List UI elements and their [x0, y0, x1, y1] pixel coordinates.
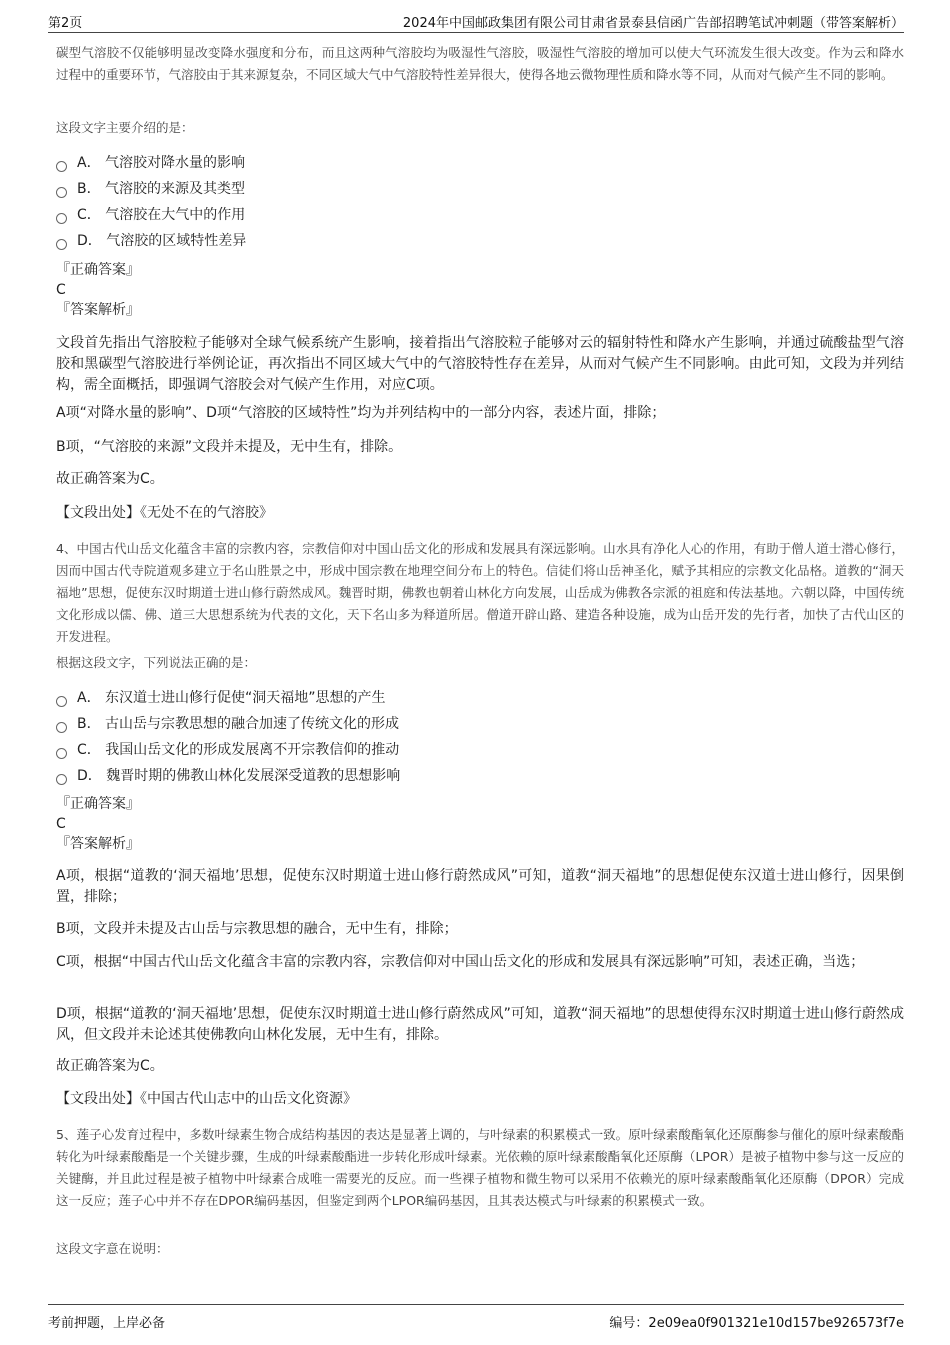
answer-value: C: [56, 282, 66, 298]
document-code: 编号：2e09ea0f901321e10d157be926573f7e: [609, 1316, 904, 1331]
radio-icon[interactable]: [56, 696, 67, 707]
q4-option-b[interactable]: B． 古山岳与宗教思想的融合加速了传统文化的形成: [56, 711, 904, 737]
page-number: 第2页: [48, 16, 83, 31]
q3-option-c[interactable]: C． 气溶胶在大气中的作用: [56, 202, 904, 228]
q3-analysis-3: B项，“气溶胶的来源”文段并未提及，无中生有，排除。: [56, 439, 403, 455]
q3-options: [56, 150, 904, 254]
q4-option-c[interactable]: C． 我国山岳文化的形成发展离不开宗教信仰的推动: [56, 737, 904, 763]
q4-option-a[interactable]: A． 东汉道士进山修行促使“洞天福地”思想的产生: [56, 685, 904, 711]
q5-prompt: 这段文字意在说明：: [56, 1241, 169, 1256]
q3-option-b[interactable]: B． 气溶胶的来源及其类型: [56, 176, 904, 202]
document-title: 2024年中国邮政集团有限公司甘肃省景泰县信函广告部招聘笔试冲刺题（带答案解析）: [402, 16, 904, 31]
q4-option-d[interactable]: D． 魏晋时期的佛教山林化发展深受道教的思想影响: [56, 763, 904, 789]
radio-icon[interactable]: [56, 213, 67, 224]
radio-icon[interactable]: [56, 161, 67, 172]
q4-analysis-2: B项，文段并未提及古山岳与宗教思想的融合，无中生有，排除；: [56, 921, 458, 937]
q4-source: 【文段出处】《中国古代山志中的山岳文化资源》: [56, 1091, 357, 1107]
q3-analysis-1: 文段首先指出气溶胶粒子能够对全球气候系统产生影响，接着指出气溶胶粒子能够对云的辐射特性和降水产生影响，并通过硫酸盐型气溶胶和黑碳型气溶胶进行举例论证，再次指出不同区域大气中的气溶胶特性存在差异，从而对气候产生不同影响。由此可知，文段为并列结构，需全面概括，即强调气溶胶会对气候产生作用，对应C项。: [56, 335, 904, 393]
answer-label: 『正确答案』: [56, 796, 140, 812]
radio-icon[interactable]: [56, 187, 67, 198]
q4-analysis-4: D项，根据“道教的‘洞天福地’思想，促使东汉时期道士进山修行蔚然成风”可知，道教“洞天福地”的思想使得东汉时期道士进山修行蔚然成风，但文段并未论述其使佛教向山林化发展，无中生有，排除。: [56, 1006, 904, 1043]
radio-icon[interactable]: [56, 722, 67, 733]
q3-prompt: 这段文字主要介绍的是：: [56, 120, 194, 135]
q5-passage: 5、莲子心发育过程中，多数叶绿素生物合成结构基因的表达是显著上调的，与叶绿素的积累模式一致。原叶绿素酸酯氧化还原酶参与催化的原叶绿素酸酯转化为叶绿素酸酯是一个关键步骤，生成的叶绿素酸酯进一步转化形成叶绿素。光依赖的原叶绿素酸酯氧化还原酶（LPOR）是被子植物中参与这一反应的关键酶，并且此过程是被子植物中叶绿素合成唯一需要光的反应。而一些裸子植物和微生物可以采用不依赖光的原叶绿素酸酯氧化还原酶（DPOR）完成这一反应；莲子心中并不存在DPOR编码基因，但鉴定到两个LPOR编码基因，且其表达模式与叶绿素的积累模式一致。: [56, 1127, 904, 1208]
q3-option-a[interactable]: A． 气溶胶对降水量的影响: [56, 150, 904, 176]
q3-source: 【文段出处】《无处不在的气溶胶》: [56, 505, 273, 521]
q3-analysis-2: A项“对降水量的影响”、D项“气溶胶的区域特性”均为并列结构中的一部分内容，表述片面，排除；: [56, 405, 666, 421]
q4-analysis-3: C项，根据“中国古代山岳文化蕴含丰富的宗教内容，宗教信仰对中国山岳文化的形成和发展具有深远影响”可知，表述正确，当选；: [56, 954, 865, 970]
answer-label: 『正确答案』: [56, 262, 140, 278]
analysis-label: 『答案解析』: [56, 836, 140, 852]
q4-analysis-5: 故正确答案为C。: [56, 1058, 164, 1074]
answer-value: C: [56, 816, 66, 832]
radio-icon[interactable]: [56, 774, 67, 785]
footer-slogan: 考前押题，上岸必备: [48, 1316, 166, 1331]
q4-prompt: 根据这段文字，下列说法正确的是：: [56, 655, 257, 670]
q4-options: [56, 685, 904, 789]
page-footer: [48, 1304, 904, 1333]
radio-icon[interactable]: [56, 748, 67, 759]
page-header: [48, 10, 904, 33]
q3-analysis-4: 故正确答案为C。: [56, 471, 164, 487]
radio-icon[interactable]: [56, 239, 67, 250]
q4-answer-section: [56, 794, 904, 854]
analysis-label: 『答案解析』: [56, 302, 140, 318]
q3-option-d[interactable]: D． 气溶胶的区域特性差异: [56, 228, 904, 254]
q3-answer-section: [56, 260, 904, 320]
q4-analysis-1: A项，根据“道教的‘洞天福地’思想，促使东汉时期道士进山修行蔚然成风”可知，道教“洞天福地”的思想促使东汉道士进山修行，因果倒置，排除；: [56, 868, 904, 905]
q3-passage: 碳型气溶胶不仅能够明显改变降水强度和分布，而且这两种气溶胶均为吸湿性气溶胶，吸湿性气溶胶的增加可以使大气环流发生很大改变。作为云和降水过程中的重要环节，气溶胶由于其来源复杂，不同区域大气中气溶胶特性差异很大，使得各地云微物理性质和降水等不同，从而对气候产生不同的影响。: [56, 45, 904, 82]
q4-passage: 4、中国古代山岳文化蕴含丰富的宗教内容，宗教信仰对中国山岳文化的形成和发展具有深远影响。山水具有净化人心的作用，有助于僧人道士潜心修行，因而中国古代寺院道观多建立于名山胜景之中，形成中国宗教在地理空间分布上的特色。信徒们将山岳神圣化，赋予其相应的宗教文化品格。道教的“洞天福地”思想，促使东汉时期道士进山修行蔚然成风。魏晋时期，佛教也朝着山林化方向发展，山岳成为佛教各宗派的祖庭和传法基地。六朝以降，中国传统文化形成以儒、佛、道三大思想系统为代表的文化，天下名山多为释道所居。僧道开辟山路、建造各种设施，成为山岳开发的先行者，加快了古代山区的开发进程。: [56, 541, 904, 644]
